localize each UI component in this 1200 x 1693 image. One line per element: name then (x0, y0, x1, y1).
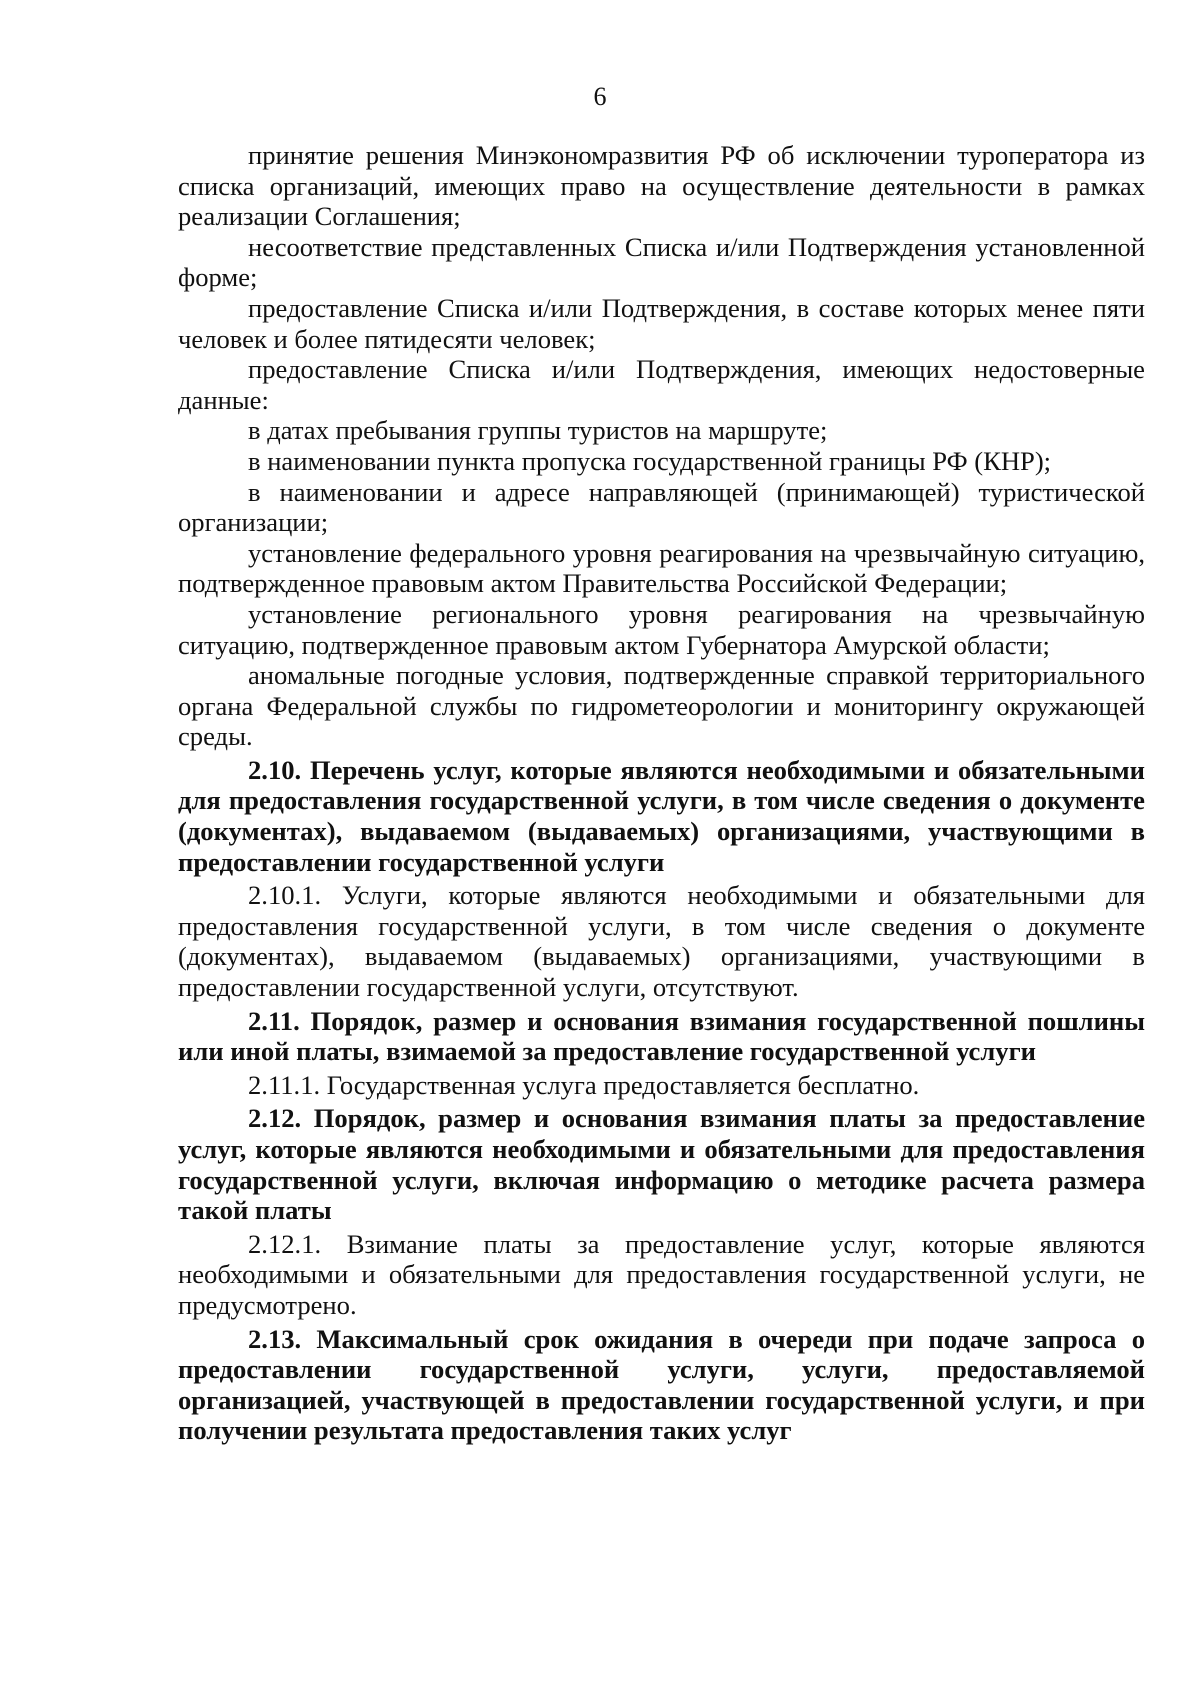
paragraph-border-point: в наименовании пункта пропуска государственной границы РФ (КНР); (248, 445, 1052, 476)
paragraph-stay-dates: в датах пребывания группы туристов на маршруте; (248, 415, 828, 446)
paragraph-2-12-1: 2.12.1. Взимание платы за предоставление услуг, которые являются необходимыми и обязательными для предоставления государственной услуги, не предусмотрено. (178, 1228, 1145, 1320)
document-body (178, 140, 1145, 1446)
paragraph-weather-conditions: аномальные погодные условия, подтвержденные справкой территориального органа Федеральной службы по гидрометеорологии и мониторингу окружающей среды. (178, 660, 1145, 752)
paragraph-regional-emergency: установление регионального уровня реагирования на чрезвычайную ситуацию, подтвержденное правовым актом Губернатора Амурской области; (178, 598, 1145, 660)
paragraph-form-mismatch: несоответствие представленных Списка и/или Подтверждения установленной форме; (178, 231, 1145, 293)
paragraph-exclusion-decision: принятие решения Минэкономразвития РФ об исключении туроператора из списка организаций, имеющих право на осуществление деятельности в рамках реализации Соглашения; (178, 140, 1145, 232)
paragraph-2-11-1: 2.11.1. Государственная услуга предоставляется бесплатно. (248, 1069, 920, 1100)
paragraph-organization-address: в наименовании и адресе направляющей (принимающей) туристической организации; (178, 476, 1145, 538)
paragraph-federal-emergency: установление федерального уровня реагирования на чрезвычайную ситуацию, подтвержденное правовым актом Правительства Российской Федерации; (178, 537, 1145, 599)
paragraph-group-size: предоставление Списка и/или Подтверждения, в составе которых менее пяти человек и более пятидесяти человек; (178, 292, 1145, 354)
section-heading-2-12: 2.12. Порядок, размер и основания взимания платы за предоставление услуг, которые являются необходимыми и обязательными для предоставления государственной услуги, включая информацию о методике расчета размера такой платы (178, 1103, 1145, 1226)
paragraph-unreliable-data: предоставление Списка и/или Подтверждения, имеющих недостоверные данные: (178, 354, 1145, 415)
section-heading-2-13: 2.13. Максимальный срок ожидания в очереди при подаче запроса о предоставлении государственной услуги, услуги, предоставляемой организацией, участвующей в предоставлении государственной услуги, и при получении результата предоставления таких услуг (178, 1323, 1145, 1446)
page-number: 6 (593, 82, 607, 111)
section-heading-2-10: 2.10. Перечень услуг, которые являются необходимыми и обязательными для предоставления государственной услуги, в том числе сведения о документе (документах), выдаваемом (выдаваемых) организациями, участвующими в предоставлении государственной услуги (178, 754, 1145, 877)
paragraph-2-10-1: 2.10.1. Услуги, которые являются необходимыми и обязательными для предоставления государственной услуги, в том числе сведения о документе (документах), выдаваемом (выдаваемых) организациями, участвующими в предоставлении государственной услуги, отсутствуют. (178, 880, 1145, 1003)
section-heading-2-11: 2.11. Порядок, размер и основания взимания государственной пошлины или иной платы, взимаемой за предоставление государственной услуги (178, 1005, 1145, 1067)
